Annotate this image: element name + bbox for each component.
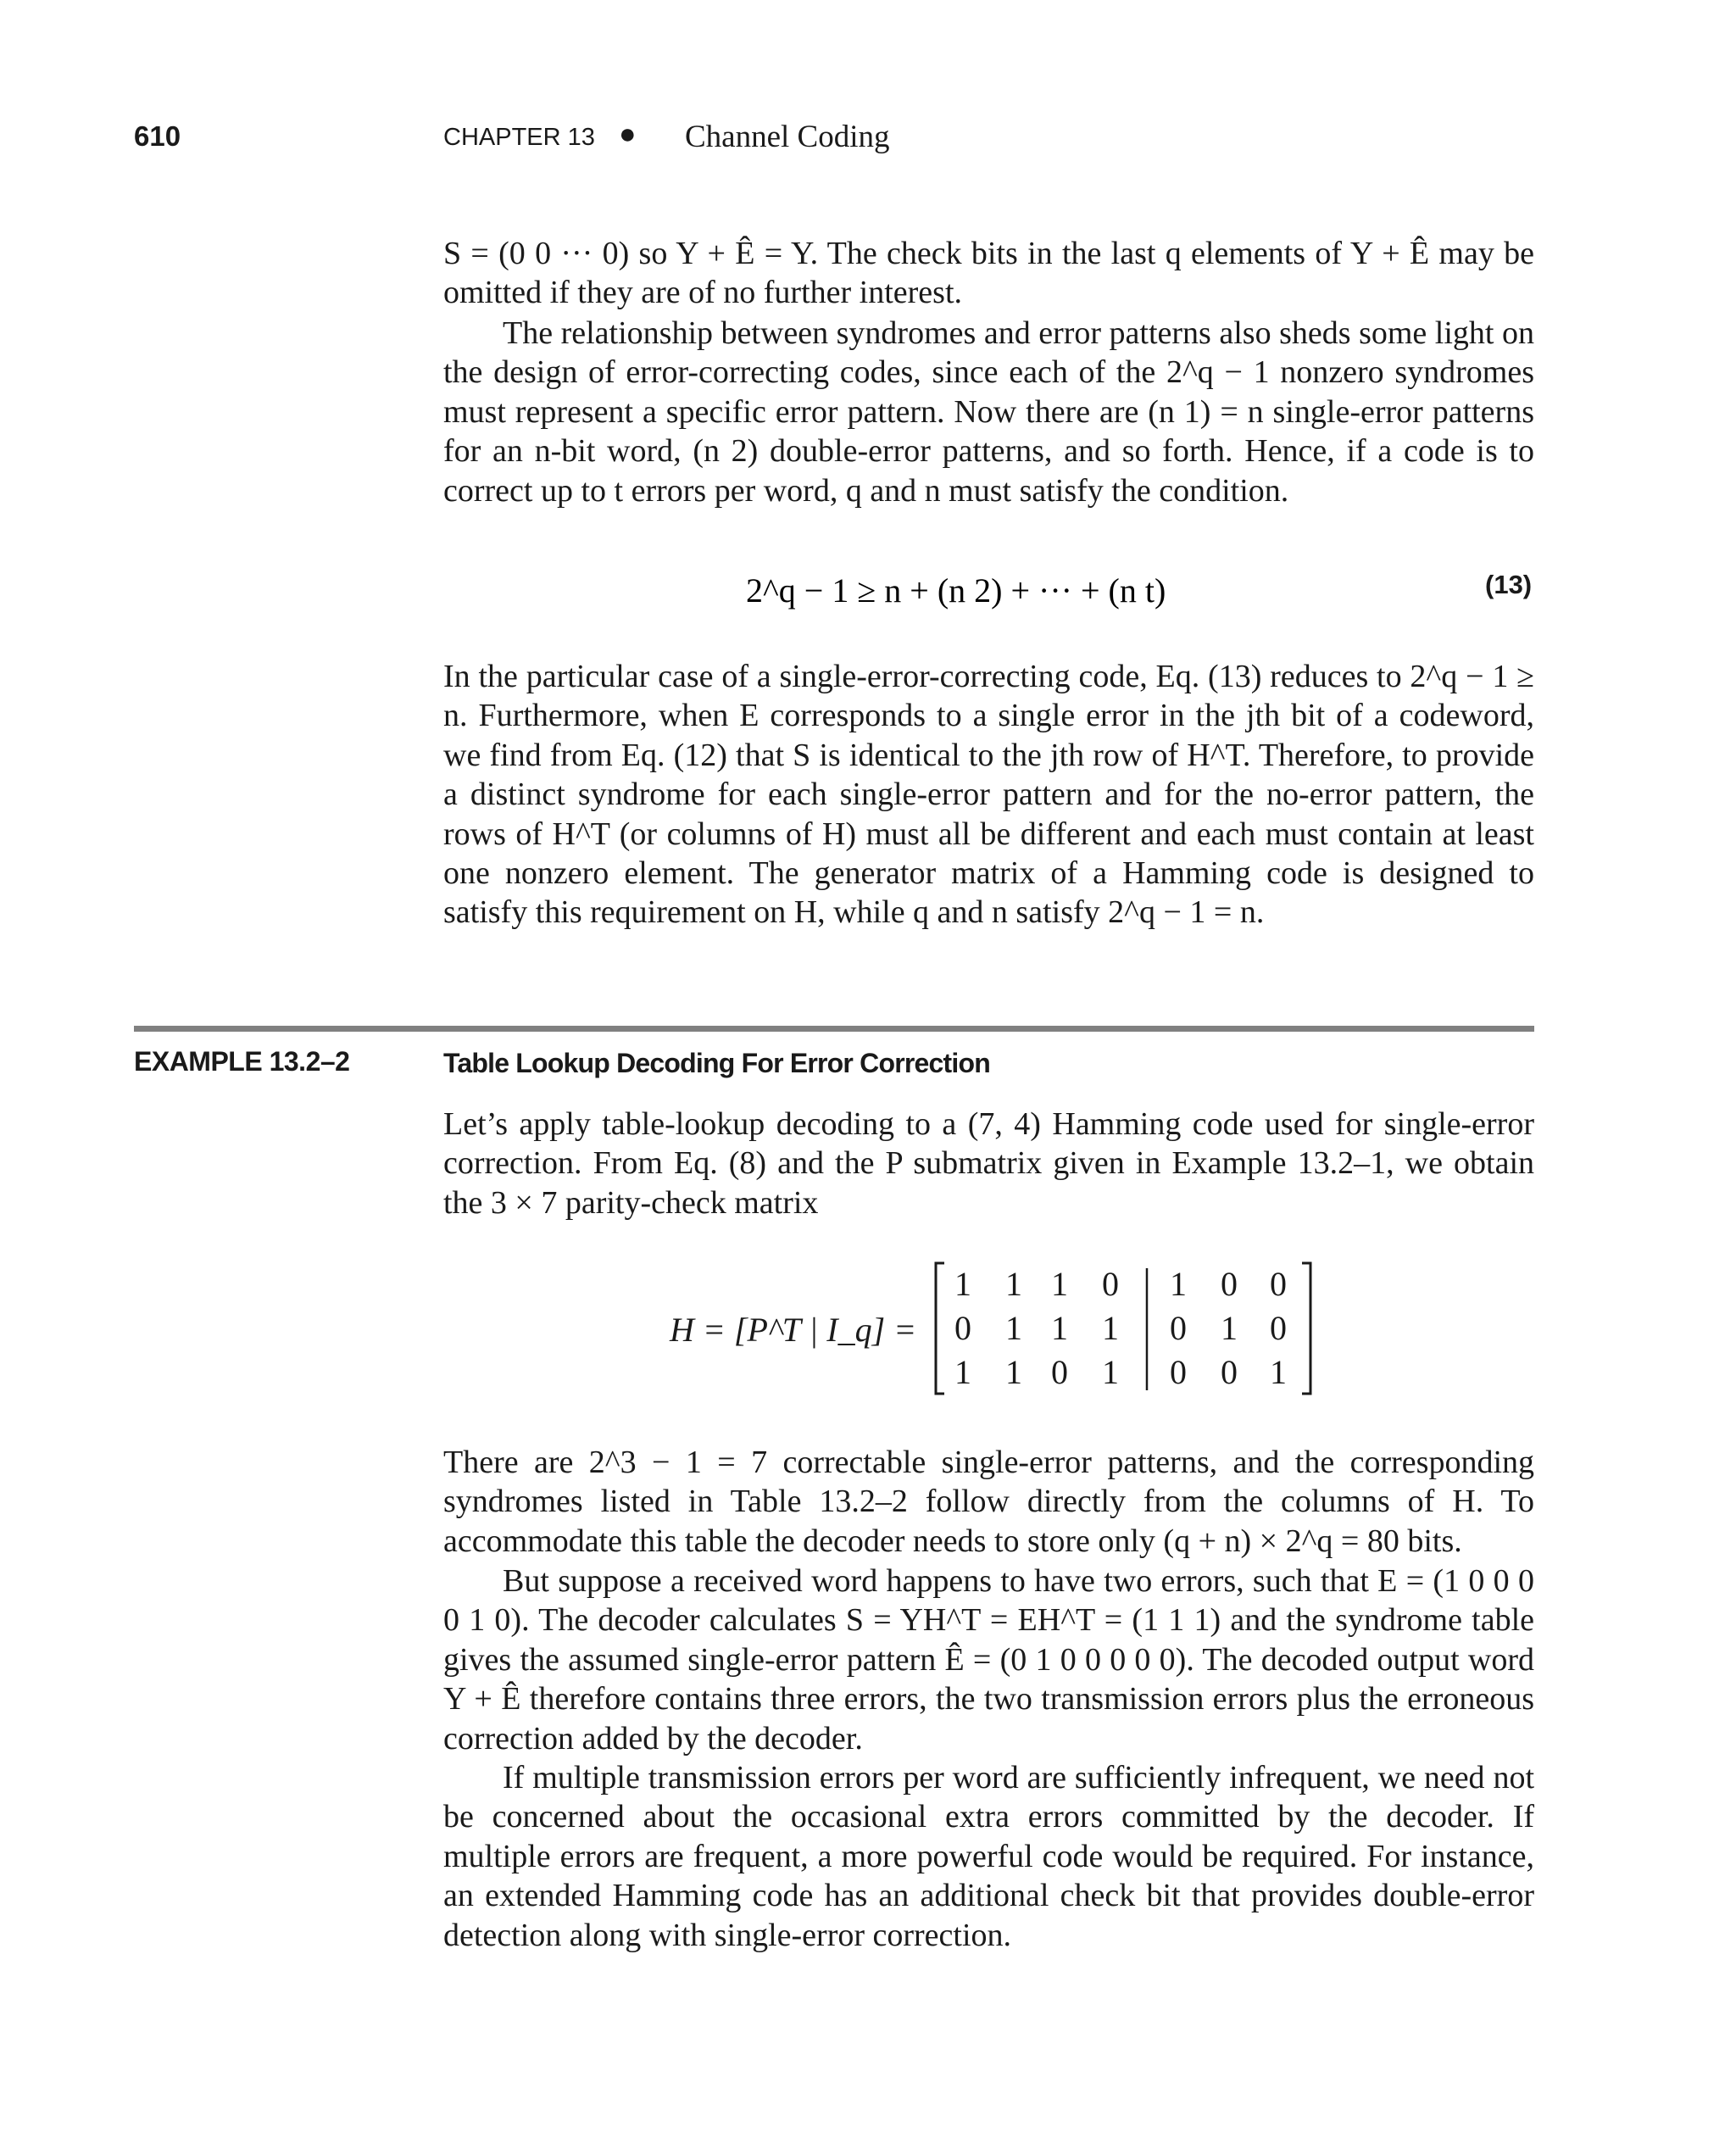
matrix-cell: 1: [1221, 1309, 1238, 1347]
equation-13-svg: [746, 543, 1271, 636]
example-paragraph-3: But suppose a received word happens to have two errors, such that E = (1 0 0 0 0 1 0). The decoder calculates S = YH^T = EH^T = (1 1 1) and the syndrome table gives the assumed single-error pattern Ê = (0 1 0 0 0 0 0). The decoded output word Y + Ê therefore contains three errors, the two transmission errors plus the erroneous correction added by the decoder.: [443, 1563, 1534, 1757]
matrix-cell: 1: [1170, 1265, 1187, 1303]
matrix-cell: 1: [1005, 1353, 1022, 1391]
matrix-cell: 1: [1270, 1353, 1287, 1391]
matrix-cell: 1: [1051, 1309, 1068, 1347]
matrix-lhs: H = [P^T | I_q] =: [670, 1311, 917, 1349]
matrix-cell: 0: [1051, 1353, 1068, 1391]
example-paragraph-2: There are 2^3 − 1 = 7 correctable single-error patterns, and the corresponding syndromes listed in Table 13.2–2 follow directly from the columns of H. To accommodate this table the decoder needs to store only (q + n) × 2^q = 80 bits.: [443, 1445, 1534, 1559]
matrix-cell: 0: [1102, 1265, 1119, 1303]
matrix-cell: 0: [1270, 1265, 1287, 1303]
body-paragraph-2: The relationship between syndromes and error patterns also sheds some light on the design of error-correcting codes, since each of the 2^q − 1 nonzero syndromes must represent a specific error pattern. Now there are (n 1) = n single-error patterns for an n-bit word, (n 2) double-error patterns, and so forth. Hence, if a code is to correct up to t errors per word, q and n must satisfy the condition.: [443, 315, 1534, 509]
equation-13-number: (13): [1485, 570, 1533, 599]
example-paragraph-1: Let’s apply table-lookup decoding to a (7, 4) Hamming code used for single-error correction. From Eq. (8) and the P submatrix given in Example 13.2–1, we obtain the 3 × 7 parity-check matrix: [443, 1106, 1534, 1221]
matrix-cell: 0: [1170, 1353, 1187, 1391]
matrix-cell: 1: [1005, 1309, 1022, 1347]
page-number: 610: [134, 120, 181, 152]
header-bullet: ●: [619, 119, 637, 150]
matrix-cell: 1: [1005, 1265, 1022, 1303]
matrix-cell: 1: [954, 1353, 971, 1391]
matrix-cell: 1: [1102, 1353, 1119, 1391]
example-divider: [134, 1026, 1534, 1032]
example-title: Table Lookup Decoding For Error Correction: [443, 1048, 990, 1078]
matrix-cell: 0: [1270, 1309, 1287, 1347]
matrix-cell: 0: [954, 1309, 971, 1347]
equation-13: [746, 543, 1271, 644]
chapter-label: CHAPTER 13: [443, 124, 595, 151]
matrix-cell: 1: [954, 1265, 971, 1303]
eq13-expression: 2^q − 1 ≥ n + (n 2) + ··· + (n t): [746, 571, 1166, 610]
matrix-cell: 1: [1102, 1309, 1119, 1347]
matrix-cell: 0: [1221, 1353, 1238, 1391]
body-paragraph-1: S = (0 0 ··· 0) so Y + Ê = Y. The check bits in the last q elements of Y + Ê may be omitted if they are of no further interest.: [443, 236, 1534, 311]
example-label: EXAMPLE 13.2–2: [134, 1046, 350, 1077]
matrix-cell: 0: [1221, 1265, 1238, 1303]
matrix-cell: 1: [1051, 1265, 1068, 1303]
matrix-cell: 0: [1170, 1309, 1187, 1347]
body-paragraph-3: In the particular case of a single-error-correcting code, Eq. (13) reduces to 2^q − 1 ≥ n. Furthermore, when E corresponds to a single error in the jth bit of a codeword, we find from Eq. (12) that S is identical to the jth row of H^T. Therefore, to provide a distinct syndrome for each single-error pattern and for the no-error pattern, the rows of H^T (or columns of H) must all be different and each must contain at least one nonzero element. The generator matrix of a Hamming code is designed to satisfy this requirement on H, while q and n satisfy 2^q − 1 = n.: [443, 659, 1534, 931]
matrix-entries: [932, 1261, 1314, 1397]
chapter-title: Channel Coding: [685, 120, 890, 154]
example-paragraph-4: If multiple transmission errors per word are sufficiently infrequent, we need not be concerned about the occasional extra errors committed by the decoder. If multiple errors are frequent, a more powerful code would be required. For instance, an extended Hamming code has an additional check bit that provides double-error detection along with single-error correction.: [443, 1760, 1534, 1953]
